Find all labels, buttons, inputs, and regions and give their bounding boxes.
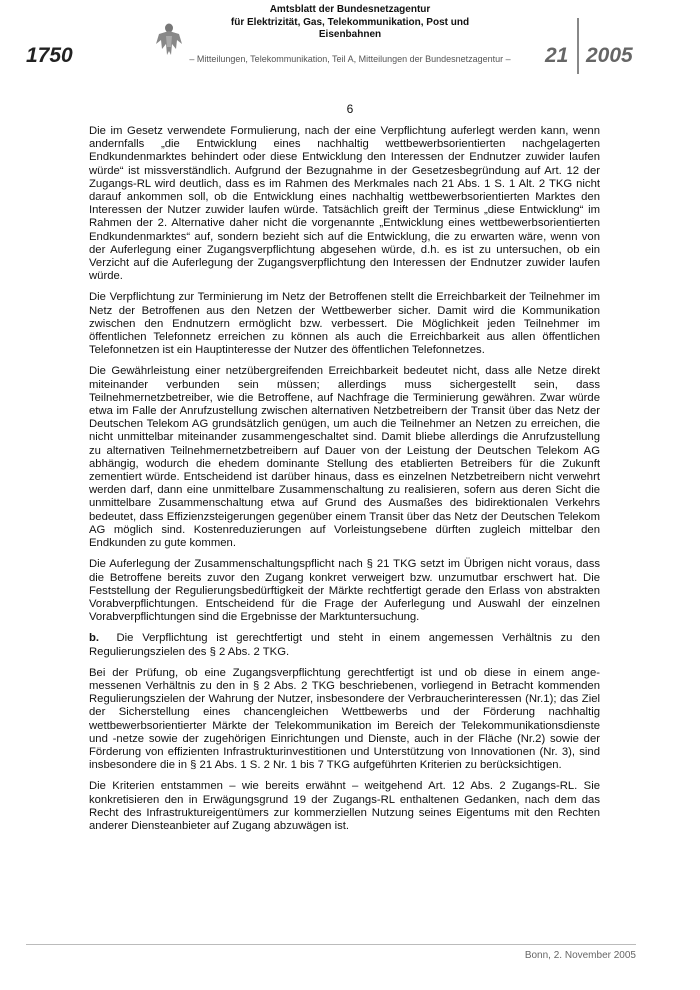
publication-subtitle: – Mitteilungen, Telekommunikation, Teil A, Mitteilungen der Bundesnetzagentur – (189, 54, 511, 64)
paragraph: Die im Gesetz verwendete Formulierung, nach der eine Verpflichtung auferlegt werden kann, wenn andernfalls „die Entwicklung eines nachhaltig wettbewerbsorientierten nachgelagerten Endkundenmarktes behindert oder diese Entwicklung den Interessen der Endnutzer zuwider laufen würde“ ist missverständlich. Aufgrund der Bezugnahme in der Gesetzesbegründung auf Art. 12 der Zugangs-RL wird deutlich, dass es im Rahmen des Merkmales nach 21 Abs. 1 S. 1 Alt. 2 TKG nicht darauf ankommen soll, ob die Entwicklung eines nachhaltig wettbewerbsorientierten Marktes den Interessen der Nutzer zuwider laufen würde. Tatsächlich greift der Terminus „diese Entwicklung“ im Rahmen der 2. Alternative daher nicht die vorgenannte „Entwicklung eines wettbewerbsorientierten Endkundenmarktes“ auf, sondern bezieht sich auf die Entwicklung, die zu erwarten wäre, wenn von der Auferlegung einer Zugangsverpflichtung abgesehen würde, d.h. es ist zu untersuchen, ob ein Verzicht auf die Auferlegung der Zugangsverpflichtung den Interessen der Endnutzer zuwider laufen würde. (89, 125, 600, 283)
item-b-text: Die Verpflichtung ist gerechtfertigt und steht in einem angemessen Verhältnis zu den Regulierungszielen des § 2 Abs. 2 TKG. (89, 632, 600, 658)
publication-title-line2: für Elektrizität, Gas, Telekommunikation, Post und Eisenbahnen (230, 16, 470, 40)
footer-place-date: Bonn, 2. November 2005 (524, 950, 636, 961)
paragraph: Die Kriterien entstammen – wie bereits erwähnt – weitgehend Art. 12 Abs. 2 Zugangs-RL. Sie konkretisieren den in Erwägungsgrund 19 der Zugangs-RL enthaltenen Gedanken, nach dem das Recht des Infrastruktureigentümers zur kommerziellen Nutzung seines Eigentums mit den Rechten anderer Diensteanbieter auf Zugang abzuwägen ist. (89, 780, 600, 832)
paragraph: Die Verpflichtung zur Terminierung im Netz der Betroffenen stellt die Erreichbarkeit der Teilnehmer im Netz der Betroffenen aus den Netzen der Wettbewerber sicher. Damit wird die Kommunikation zwischen den Endnutzern ermöglicht bzw. verbessert. Die Möglichkeit jeden Teilnehmer im öffentlichen Telefonnetz erreichen zu können als auch die Erreichbarkeit aus allen öffentlichen Telefonnetzen ist ein Hauptinteresse der Nutzer des öffentlichen Telefonnetzes. (89, 291, 600, 357)
paragraph: Die Auferlegung der Zusammenschaltungspflicht nach § 21 TKG setzt im Übrigen nicht voraus, dass die Betroffene bereits zuvor den Zugang konkret verweigert bzw. unzumutbar erschwert hat. Die Feststellung der Regulierungsbedürftigkeit der Märkte rechtfertigt gerade den Erlass von abstrakten Vorabverpflichtungen. Entscheidend für die Frage der Auferlegung und Auswahl der einzelnen Vorabverpflichtungen sind die Ergebnisse der Marktuntersuchung. (89, 558, 600, 624)
page-number: 1750 (26, 44, 73, 67)
inner-page-number: 6 (346, 102, 354, 116)
item-b-label: b. (89, 632, 100, 645)
document-body (89, 125, 600, 841)
paragraph: Die Gewährleistung einer netzübergreifenden Erreichbarkeit bedeutet nicht, dass alle Netze direkt miteinander verbunden sein müssen; allerdings muss sichergestellt sein, dass Teilnehmernetzbetreiber, wie die Betroffene, auf Nachfrage die Terminierung gewähren. Zwar würde etwa im Falle der Anrufzustellung zwischen alternativen Netzbetreibern der Transit über das Netz der Deutschen Telekom AG grundsätzlich genügen, um auch die Teilnehmer an Netzen zu erreichen, die nicht unmittelbar miteinander zusammengeschaltet sind. Damit bliebe allerdings die Anrufzustellung zu alternativen Teilnehmernetzbetreibern auf Dauer von der Leistung der Deutschen Telekom AG abhängig, wodurch die ehedem dominante Stellung des etablierten Betreibers für die Zukunft zementiert würde. Entscheidend ist darüber hinaus, dass es einzelnen Netzbetreibern nicht verwehrt werden darf, dann eine unmittelbare Zusammenschaltung zu realisieren, sofern aus deren Sicht die unmittelbare Zusammenschaltung etwa auf Grund des Ausmaßes des bidirektionalen Verkehrs bedeutet, dass Effizienzsteigerungen gegenüber einem Transit über das Netz der Deutschen Telekom AG möglich sind. Kostenreduzierungen auf Vorleistungsebene dürften zugleich mittelbar den Endkunden zu gute kommen. (89, 365, 600, 550)
paragraph-item-b (89, 632, 600, 658)
footer-divider (26, 944, 636, 945)
publication-title-line1: Amtsblatt der Bundesnetzagentur (269, 4, 431, 15)
paragraph: Bei der Prüfung, ob eine Zugangsverpflichtung gerechtfertigt ist und ob diese in einem ange-messenen Verhältnis zu den in § 2 Abs. 2 TKG beschriebenen, vorliegend in Betracht kommenden Regulierungszielen der Wahrung der Nutzer, insbesondere der Verbraucherinteressen (Nr.1); das Ziel der Sicherstellung eines chancengleichen Wettbewerbs und der Förderung nachhaltig wettbewerbsorientierter Märkte der Telekommunikation im Bereich der Telekommunikationsdienste und -netze sowie der zugehörigen Einrichtungen und Dienste, auch in der Fläche (Nr.2) sowie der Förderung von effizienten Infrastrukturinvestitionen und Unterstützung von Innovationen (Nr. 3), sind insbesondere die in § 21 Abs. 1 S. 2 Nr. 1 bis 7 TKG aufgeführten Kriterien zu berücksichtigen. (89, 666, 600, 772)
issue-year: 2005 (586, 44, 633, 67)
publication-title (200, 4, 500, 42)
issue-divider (577, 18, 579, 74)
federal-eagle-icon (155, 22, 183, 58)
issue-number: 21 (545, 44, 569, 67)
